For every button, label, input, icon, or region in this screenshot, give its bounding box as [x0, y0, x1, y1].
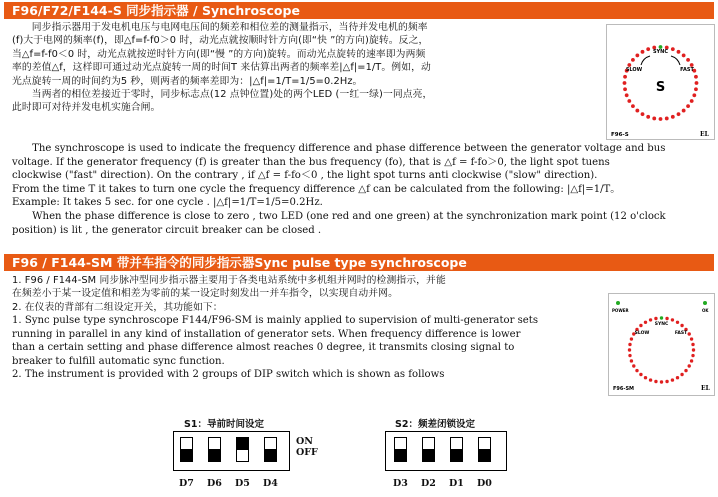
led-dot-icon [625, 93, 629, 97]
dip-switch-s2 [385, 431, 507, 471]
en-line: The synchroscope is used to indicate the frequency difference and phase difference between the generator voltage and bus [12, 143, 666, 154]
en-line: running in parallel in any kind of installation of generator sets. When frequency difference is lower [12, 328, 521, 340]
led-dot-icon [628, 348, 631, 351]
cn-line: 当两者的相位差接近于零时，同步标志点(12 点钟位置)处的两个LED (一红一绿)一同点亮， [12, 89, 433, 101]
en-line: than a certain setting and phase difference almost reaches 0 degree, it transmits closing signal to [12, 342, 515, 354]
dip-switch-d6[interactable] [208, 437, 221, 462]
d1-label: D1 [449, 478, 464, 489]
section1-title-bar: F96/F72/F144-S 同步指示器 / Synchroscope [4, 2, 714, 19]
led-dot-icon [631, 58, 635, 62]
center-s-label: S [655, 80, 666, 95]
led-dot-icon [695, 81, 699, 85]
led-dot-icon [649, 378, 652, 381]
cn-line: 2. 在仪表的背部有二组设定开关，其功能如下： [12, 301, 223, 313]
fast-label: FAST [680, 67, 694, 73]
dip-switch-d3[interactable] [394, 437, 407, 462]
led-dot-icon [654, 317, 657, 320]
sync-pulse-dial [609, 294, 714, 395]
cn-line: 同步指示器用于发电机电压与电网电压间的频差和相位差的测量指示，当待并发电机的频率 [12, 22, 428, 33]
cn-line: 率的差值△f，这样即可通过动光点旋转一周的时间T 来估算出两者的频率差|△f|=1/T。例如，动 [12, 62, 431, 74]
en-line: From the time T it takes to turn one cycle the frequency difference △f can be calculated from the following: |△f|=1/T。 [12, 183, 621, 195]
synchroscope-dial [607, 25, 714, 139]
led-dot-icon [686, 58, 690, 62]
led-dot-icon [686, 104, 690, 108]
led-dot-icon [639, 373, 642, 376]
led-dot-icon [671, 115, 675, 119]
led-dot-icon [690, 337, 693, 340]
slow-label: SLOW [625, 67, 643, 73]
led-dot-icon [665, 117, 669, 121]
model-label: F96-SM [613, 386, 635, 392]
led-dot-icon [688, 364, 691, 367]
sync-label: SYNC [652, 49, 669, 55]
led-dot-icon [635, 109, 639, 113]
led-dot-icon [652, 117, 656, 121]
en-line: Example: It takes 5 sec. for one cycle . |△f|=1/T=1/5=0.2Hz. [12, 197, 323, 209]
synchroscope-meter-image [606, 24, 715, 140]
section1-en-text [12, 142, 714, 237]
led-dot-icon [682, 54, 686, 58]
brand-logo: EL [701, 385, 710, 392]
d7-label: D7 [179, 478, 194, 489]
sync-pulse-meter-image [608, 293, 715, 396]
ok-led-icon [703, 301, 707, 305]
fast-label: FAST [674, 331, 688, 336]
led-dot-icon [680, 324, 683, 327]
led-dot-icon [682, 109, 686, 113]
d6-label: D6 [207, 478, 222, 489]
cn-line: 此时即可对待并发电机实施合闸。 [12, 102, 161, 114]
cn-line: 1. F96 / F144-SM 同步脉冲型同步指示器主要用于各类电站系统中多机组并网时的检测指示，并能 [12, 275, 446, 286]
en-line: 2. The instrument is provided with 2 groups of DIP switch which is shown as follows [12, 369, 445, 381]
led-dot-icon [676, 321, 679, 324]
model-label: F96-S [611, 132, 629, 138]
en-line: clockwise ("fast" direction). On the contrary , if △f = f-fo＜0 , the light spot turns anti clockwise ("slow" direction). [12, 170, 598, 182]
led-dot-icon [628, 354, 631, 357]
led-dot-icon [630, 359, 633, 362]
ok-label: OK [702, 308, 709, 313]
cn-line: 当△f=f-f0＜0 时，动光点就按逆时针方向(即“慢 ”的方向)旋转。而动光点旋转的速率即为两频 [12, 48, 426, 60]
led-dot-icon [665, 380, 668, 383]
led-dot-icon [631, 104, 635, 108]
en-line: voltage. If the generator frequency (f) is greater than the bus frequency (fo), that is △f = f-fo＞0, the light spot tuens [12, 156, 610, 168]
power-label: POWER [612, 308, 629, 313]
dip-switch-d0[interactable] [478, 437, 491, 462]
led-dot-icon [639, 324, 642, 327]
led-dot-icon [694, 75, 698, 79]
on-label: ON [296, 436, 313, 447]
led-dot-icon [646, 115, 650, 119]
led-dot-icon [692, 348, 695, 351]
on-off-legend [296, 436, 318, 458]
led-dot-icon [654, 380, 657, 383]
led-dot-icon [694, 87, 698, 91]
section2-title-bar: F96 / F144-SM 带并车指令的同步指示器Sync pulse type synchroscope [4, 254, 714, 271]
led-dot-icon [677, 50, 681, 54]
sync-label: SYNC [654, 322, 669, 327]
led-dot-icon [644, 321, 647, 324]
led-dot-icon [671, 378, 674, 381]
cn-line: (f)大于电网的频率(f)，即△f=f-f0＞0 时，动光点就按顺时针方向(即“快 ”的方向)旋转。反之， [12, 35, 429, 47]
led-dot-icon [623, 81, 627, 85]
led-dot-icon [676, 376, 679, 379]
led-dot-icon [635, 54, 639, 58]
power-led-icon [616, 301, 620, 305]
led-dot-icon [635, 369, 638, 372]
led-dot-icon [690, 359, 693, 362]
slow-label: SLOW [634, 331, 650, 336]
brand-logo: EL [700, 131, 709, 138]
led-dot-icon [691, 343, 694, 346]
cn-line: 光点旋转一周的时间约为5 秒，则两者的频率差即为：|△f|=1/T=1/5=0.2Hz。 [12, 75, 363, 87]
cn-line: 在频差小于某一设定值和相差为零前的某一设定时刻发出一并车指令，以实现自动并网。 [12, 288, 398, 300]
dip-switch-d1[interactable] [450, 437, 463, 462]
section2-text [12, 274, 606, 382]
led-dot-icon [641, 112, 645, 116]
dip-switch-d5[interactable] [236, 437, 249, 462]
led-dot-icon [623, 87, 627, 91]
led-dot-icon [691, 354, 694, 357]
en-line: 1. Sync pulse type synchroscope F144/F96-SM is mainly applied to supervision of multi-generator sets [12, 315, 538, 327]
en-line: position) is lit , the generator circuit breaker can be closed . [12, 224, 322, 236]
led-dot-icon [641, 50, 645, 54]
led-dot-icon [671, 318, 674, 321]
d0-label: D0 [477, 478, 492, 489]
dip-switch-d4[interactable] [264, 437, 277, 462]
d2-label: D2 [421, 478, 436, 489]
led-dot-icon [688, 332, 691, 335]
led-dot-icon [630, 337, 633, 340]
led-dot-icon [665, 317, 668, 320]
dip-switch-d7[interactable] [180, 437, 193, 462]
d5-label: D5 [235, 478, 250, 489]
led-dot-icon [623, 75, 627, 79]
led-dot-icon [627, 99, 631, 103]
led-dot-icon [660, 380, 663, 383]
led-dot-icon [628, 343, 631, 346]
led-dot-icon [677, 112, 681, 116]
led-dot-icon [680, 373, 683, 376]
d3-label: D3 [393, 478, 408, 489]
d4-label: D4 [263, 478, 278, 489]
led-dot-icon [649, 318, 652, 321]
dip-switch-d2[interactable] [422, 437, 435, 462]
led-dot-icon [659, 117, 663, 121]
off-label: OFF [296, 447, 318, 458]
section1-cn-text [12, 21, 604, 115]
led-dot-icon [671, 47, 675, 51]
led-dot-icon [692, 93, 696, 97]
fast-arrow-icon [671, 56, 680, 65]
dip-switch-s1 [173, 431, 290, 471]
led-dot-icon [644, 376, 647, 379]
en-line: When the phase difference is close to zero , two LED (one red and one green) at the synchronization mark point (12 o'clock [12, 210, 666, 222]
sync-led-icon [660, 316, 663, 319]
led-dot-icon [690, 99, 694, 103]
led-dot-icon [684, 369, 687, 372]
en-line: breaker to fulfill automatic sync function. [12, 355, 225, 367]
s2-title: S2：频差闭锁设定 [395, 419, 475, 430]
led-dot-icon [646, 47, 650, 51]
slow-arrow-icon [641, 56, 650, 65]
s1-title: S1：导前时间设定 [184, 419, 264, 430]
led-dot-icon [632, 364, 635, 367]
